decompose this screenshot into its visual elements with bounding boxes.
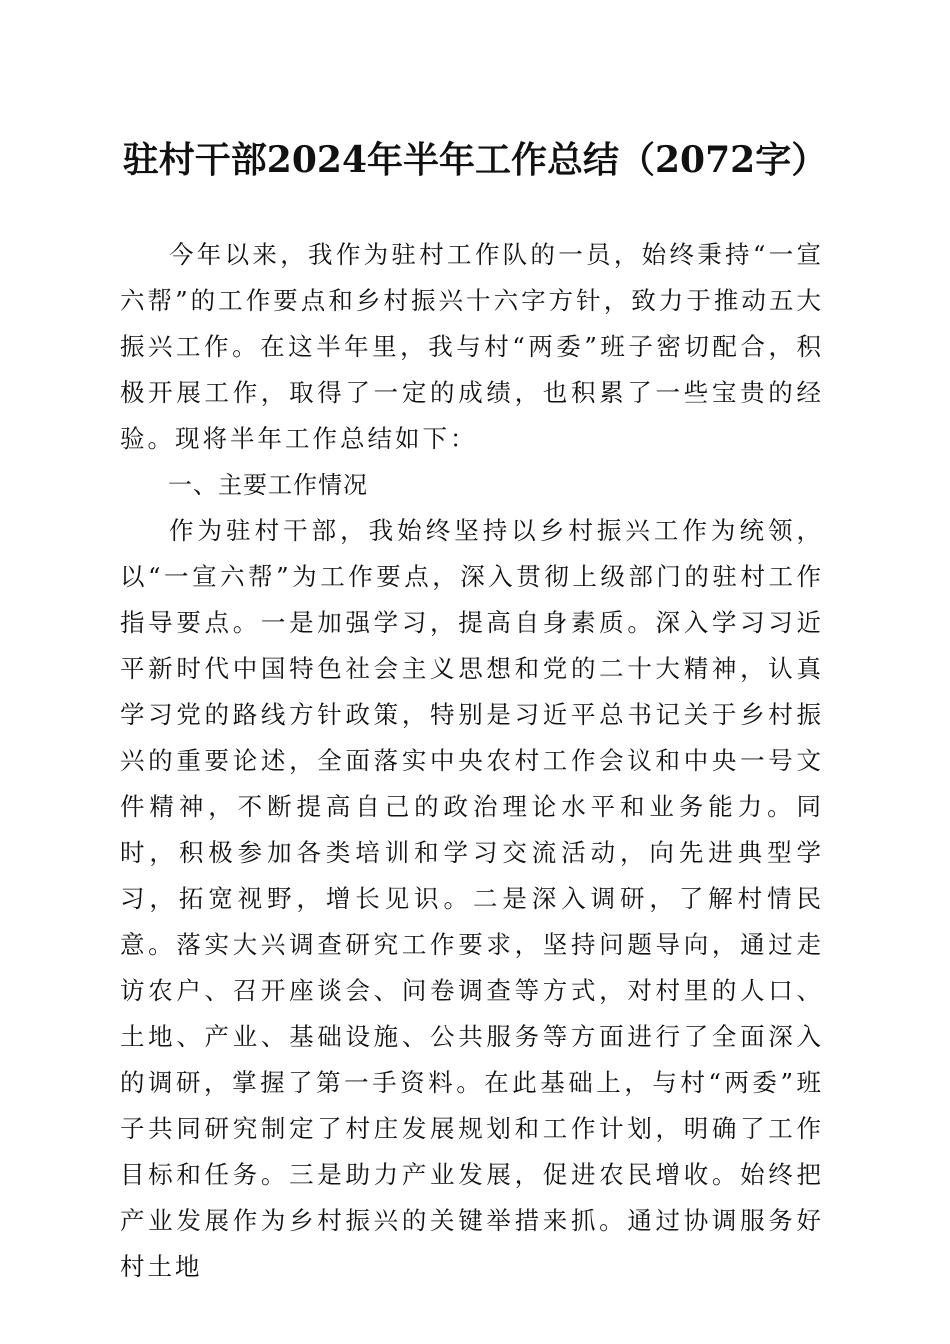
section-paragraph: 作为驻村干部，我始终坚持以乡村振兴工作为统领，以“一宣六帮”为工作要点，深入贯彻上级部门的驻村工作指导要点。一是加强学习，提高自身素质。深入学习习近平新时代中国特色社会主义思想和党的二十大精神，认真学习党的路线方针政策，特别是习近平总书记关于乡村振兴的重要论述，全面落实中央农村工作会议和中央一号文件精神，不断提高自己的政治理论水平和业务能力。同时，积极参加各类培训和学习交流活动，向先进典型学习，拓宽视野，增长见识。二是深入调研，了解村情民意。落实大兴调查研究工作要求，坚持问题导向，通过走访农户、召开座谈会、问卷调查等方式，对村里的人口、土地、产业、基础设施、公共服务等方面进行了全面深入的调研，掌握了第一手资料。在此基础上，与村“两委”班子共同研究制定了村庄发展规划和工作计划，明确了工作目标和任务。三是助力产业发展，促进农民增收。始终把产业发展作为乡村振兴的关键举措来抓。通过协调服务好村土地: [120, 516, 824, 1281]
document-title: 驻村干部2024年半年工作总结（2072字）: [122, 139, 828, 181]
section-heading: 一、主要工作情况: [168, 471, 368, 499]
document-body: [120, 232, 824, 1290]
intro-paragraph: 今年以来，我作为驻村工作队的一员，始终秉持“一宣六帮”的工作要点和乡村振兴十六字方针，致力于推动五大振兴工作。在这半年里，我与村“两委”班子密切配合，积极开展工作，取得了一定的成绩，也积累了一些宝贵的经验。现将半年工作总结如下：: [120, 240, 824, 453]
